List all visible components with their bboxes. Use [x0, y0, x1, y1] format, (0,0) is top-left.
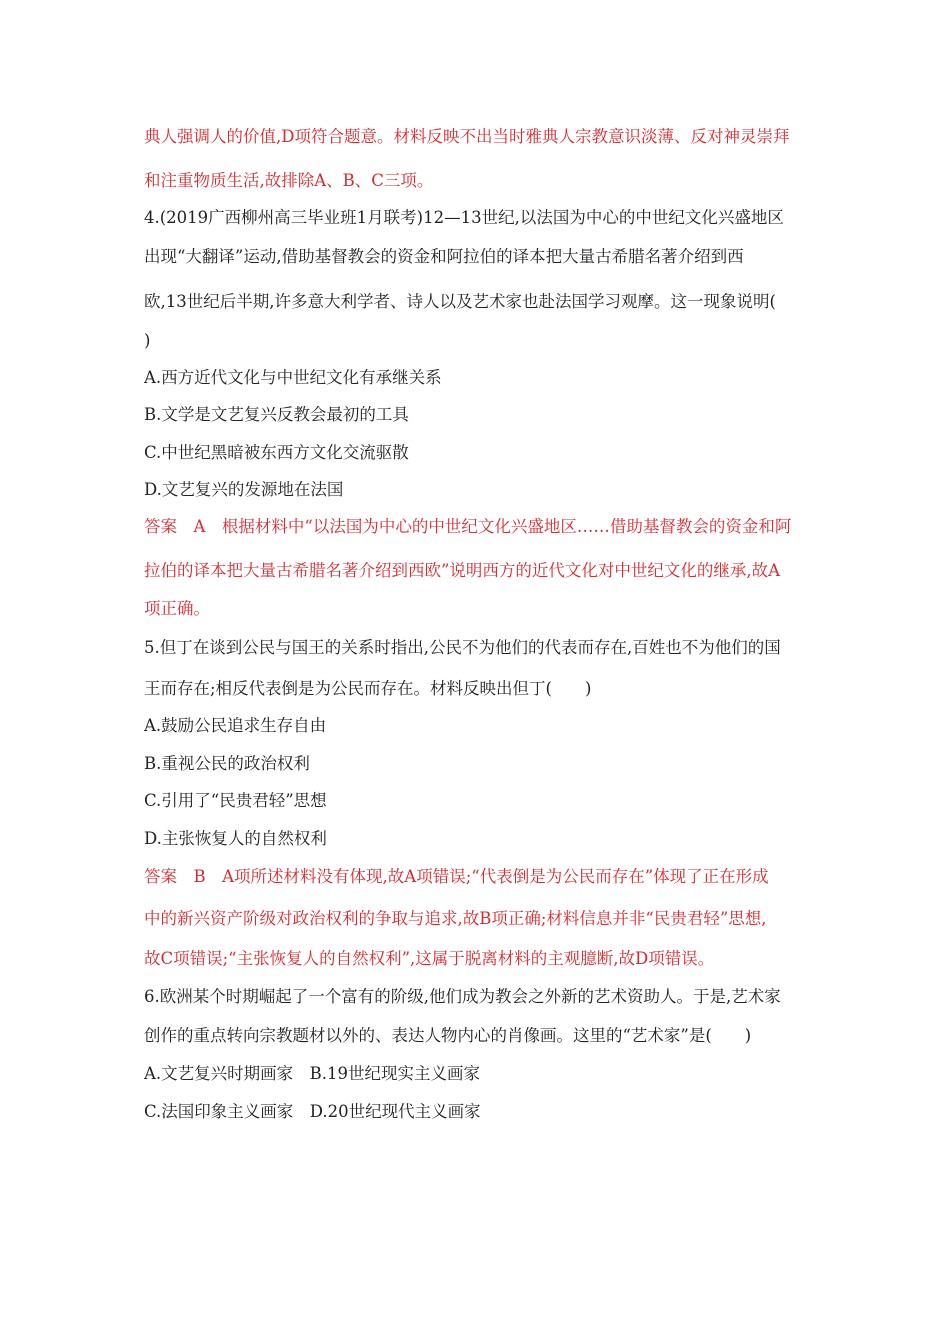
q4-stem-line-3: 欧,13世纪后半期,许多意大利学者、诗人以及艺术家也赴法国学习观摩。这一现象说明( — [144, 292, 776, 311]
q5-option-d: D.主张恢复人的自然权利 — [144, 829, 327, 848]
q6-stem-line-2: 创作的重点转向宗教题材以外的、表达人物内心的肖像画。这里的“艺术家”是( ) — [144, 1026, 752, 1045]
q4-answer-line-2: 拉伯的译本把大量古希腊名著介绍到西欧”说明西方的近代文化对中世纪文化的继承,故A — [144, 561, 781, 580]
prev-answer-line-2: 和注重物质生活,故排除A、B、C三项。 — [144, 171, 434, 190]
q4-option-a: A.西方近代文化与中世纪文化有承继关系 — [144, 368, 442, 387]
prev-answer-line-1: 典人强调人的价值,D项符合题意。材料反映不出当时雅典人宗教意识淡薄、反对神灵崇拜 — [144, 127, 790, 146]
q6-stem-line-1: 6.欧洲某个时期崛起了一个富有的阶级,他们成为教会之外新的艺术资助人。于是,艺术家 — [144, 987, 781, 1006]
q5-answer-line-1: 答案 B A项所述材料没有体现,故A项错误;“代表倒是为公民而存在”体现了正在形成 — [144, 867, 769, 886]
q4-answer-line-3: 项正确。 — [144, 599, 210, 618]
q4-stem-line-1: 4.(2019广西柳州高三毕业班1月联考)12—13世纪,以法国为中心的中世纪文化兴盛地区 — [144, 208, 784, 227]
q4-option-d: D.文艺复兴的发源地在法国 — [144, 480, 344, 499]
q5-answer-line-3: 故C项错误;“主张恢复人的自然权利”,这属于脱离材料的主观臆断,故D项错误。 — [144, 949, 715, 968]
q5-option-b: B.重视公民的政治权利 — [144, 754, 310, 773]
q4-answer-line-1: 答案 A 根据材料中“以法国为中心的中世纪文化兴盛地区……借助基督教会的资金和阿 — [144, 517, 792, 536]
q4-stem-line-2: 出现“大翻译”运动,借助基督教会的资金和阿拉伯的译本把大量古希腊名著介绍到西 — [144, 247, 744, 266]
q5-answer-line-2: 中的新兴资产阶级对政治权利的争取与追求,故B项正确;材料信息并非“民贵君轻”思想, — [144, 909, 767, 928]
q5-stem-line-1: 5.但丁在谈到公民与国王的关系时指出,公民不为他们的代表而存在,百姓也不为他们的国 — [144, 638, 781, 657]
q5-stem-line-2: 王而存在;相反代表倒是为公民而存在。材料反映出但丁( ) — [144, 679, 592, 698]
q5-option-a: A.鼓励公民追求生存自由 — [144, 716, 327, 735]
q6-options-row-1: A.文艺复兴时期画家 B.19世纪现实主义画家 — [144, 1064, 481, 1083]
q6-options-row-2: C.法国印象主义画家 D.20世纪现代主义画家 — [144, 1102, 481, 1121]
q4-option-c: C.中世纪黑暗被东西方文化交流驱散 — [144, 443, 409, 462]
q4-option-b: B.文学是文艺复兴反教会最初的工具 — [144, 405, 409, 424]
q4-stem-line-4: ) — [144, 331, 151, 350]
q5-option-c: C.引用了“民贵君轻”思想 — [144, 791, 327, 810]
